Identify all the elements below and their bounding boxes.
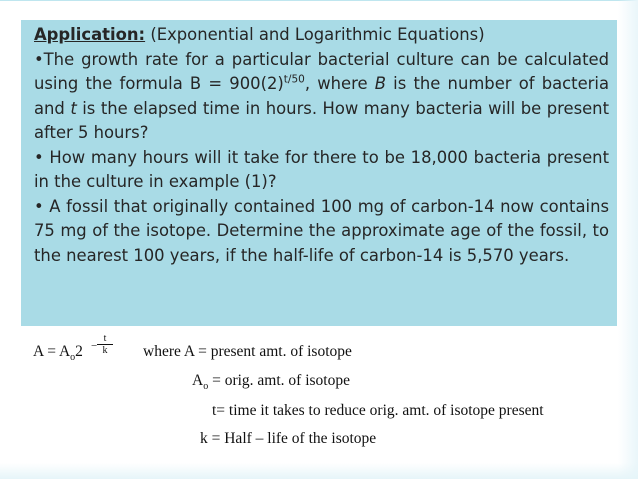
line2-sub-o: o [203,381,209,392]
bullet-hours: • How many hours will it take for there to be 18,000 bacteria present in the culture in example (1)? [34,147,609,191]
formula-main [33,343,83,361]
formula-line2 [192,372,350,390]
formula-lhs: A = A [33,343,71,360]
exponent-minus: − [91,340,98,352]
formula-line3: t= time it takes to reduce orig. amt. of isotope present [212,402,544,419]
slide-frame-right [618,0,638,479]
var-b: B [374,74,386,93]
bullet1-mid2: is the number of bacteria and [34,74,610,118]
slide-title [34,23,609,48]
bullet1-mid1: , where [304,74,375,93]
bullet1-prefix: •The growth rate for a particular bacterial culture can be calculated using the formula B = 900(2) [34,49,609,93]
bullet-growth-rate [34,48,609,146]
var-t: t [70,98,77,118]
title-label: Application: [34,25,146,44]
exponent-numerator: t [97,333,113,345]
exponent: t/50 [283,73,305,86]
bullet1-suffix: is the elapsed time in hours. How many bacteria will be present after 5 hours? [34,98,610,142]
formula-base: 2 [75,343,83,360]
formula-exponent [91,333,113,357]
bullet-fossil: • A fossil that originally contained 100 mg of carbon-14 now contains 75 mg of the isotope. Determine the approximate age of the fossil, to the nearest 100 years, if the half-life of carbon-14 is 5,570 years. [34,196,609,265]
title-rest: (Exponential and Logarithmic Equations) [150,25,485,44]
line2-rest: = orig. amt. of isotope [208,372,350,389]
formula-sub-o: o [70,352,76,363]
exponent-denominator: k [102,345,108,356]
formula-where: where A = present amt. of isotope [143,343,352,360]
slide-frame-bottom [0,463,638,479]
slide-text-box [21,20,617,326]
slide-frame-top [0,0,638,21]
line2-lhs: A [192,372,204,389]
formula-line4: k = Half – life of the isotope [200,430,377,447]
